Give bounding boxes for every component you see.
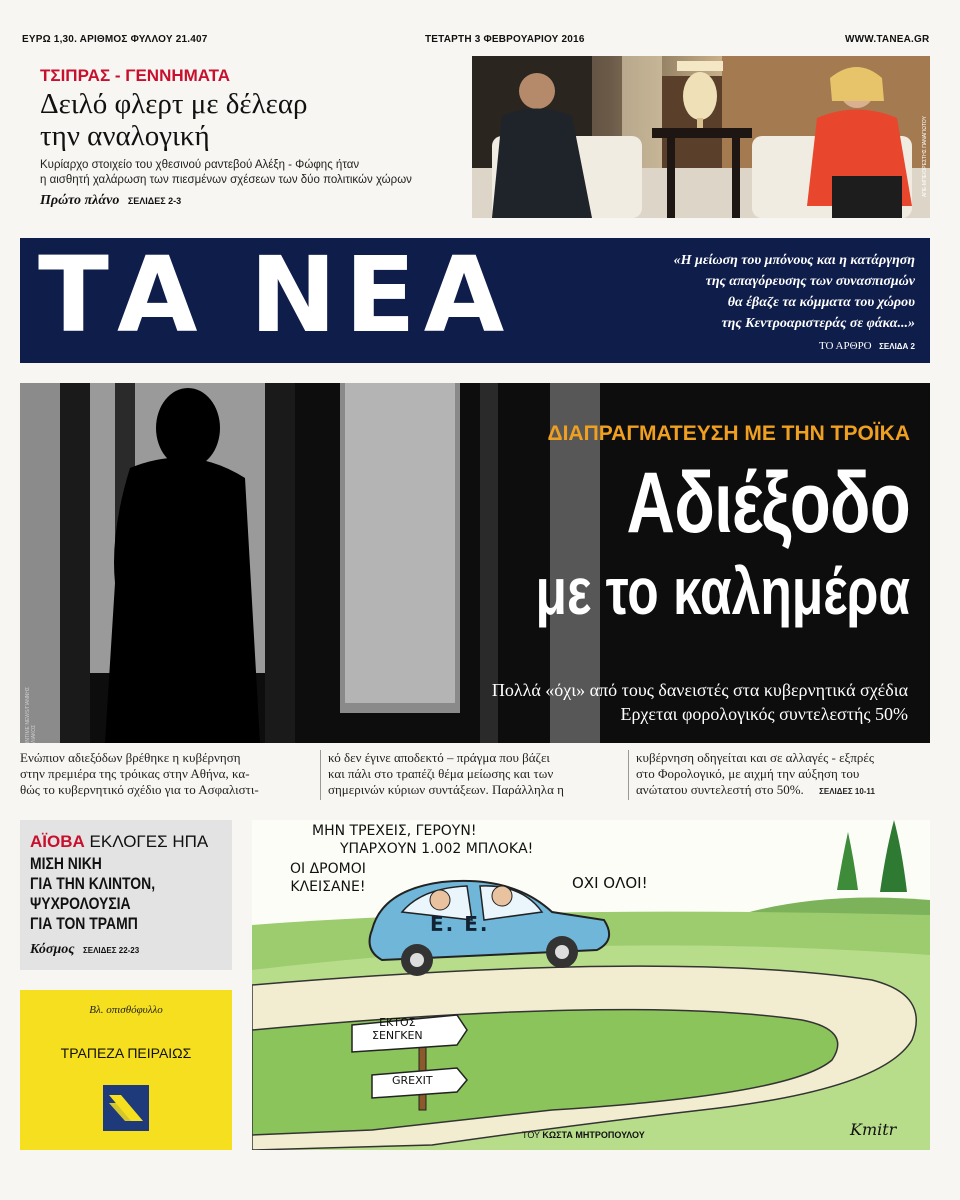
column-divider <box>320 750 321 800</box>
cartoon-credit-name: ΚΩΣΤΑ ΜΗΤΡΟΠΟΥΛΟΥ <box>542 1130 645 1140</box>
hero-kicker: ΔΙΑΠΡΑΓΜΑΤΕΥΣΗ ΜΕ ΤΗΝ ΤΡΟΪΚΑ <box>547 422 910 445</box>
top-story-kicker: ΤΣΙΠΡΑΣ - ΓΕΝΝΗΜΑΤΑ <box>40 66 231 85</box>
quote-line-2: της απαγόρευσης των συνασπισμών <box>705 274 915 289</box>
body-column-1 <box>20 750 320 798</box>
bubble-one <box>312 822 533 858</box>
bubble-two-line1: ΟΙ ΔΡΟΜΟΙ <box>290 861 366 877</box>
iowa-kicker-black: ΕΚΛΟΓΕΣ ΗΠΑ <box>89 832 209 851</box>
top-headline-line1: Δειλό φλερτ με δέλεαρ <box>40 88 308 120</box>
top-photo-credit: ΑΠΕ-ΜΠΕ/ΟΡΕΣΤΗΣ ΠΑΝΑΓΙΩΤΟΥ <box>922 116 928 198</box>
quote-line-1: «Η μείωση του μπόνους και η κατάργηση <box>673 253 915 268</box>
iowa-pages-label: ΣΕΛΙΔΕΣ 22-23 <box>82 946 140 955</box>
cartoon-credit-prefix: ΤΟΥ <box>522 1130 540 1140</box>
newspaper-logo[interactable]: ΤΑ ΝΕΑ <box>38 234 513 356</box>
price-issue: ΕΥΡΩ 1,30. ΑΡΙΘΜΟΣ ΦΥΛΛΟΥ 21.407 <box>22 34 208 45</box>
iowa-ref[interactable] <box>30 940 139 958</box>
body-col3-line2: στο Φορολογικό, με αιχμή την αύξηση του <box>636 766 860 781</box>
bubble-two-line2: ΚΛΕΙΣΑΝΕ! <box>290 879 366 895</box>
top-story-photo[interactable] <box>472 56 930 218</box>
hero-sub-line1: Πολλά «όχι» από τους δανειστές στα κυβερνητικά σχέδια <box>491 680 908 700</box>
iowa-kicker <box>30 832 208 852</box>
iowa-head-line3: ΨΥΧΡΟΛΟΥΣΙΑ <box>30 894 131 913</box>
ad-note: Βλ. οπισθόφυλλο <box>89 1004 163 1016</box>
iowa-head-line1: ΜΙΣΗ ΝΙΚΗ <box>30 854 102 873</box>
bank-logo-icon <box>103 1085 149 1131</box>
quote-line-3: θα έβαζε τα κόμματα του χώρου <box>727 295 915 310</box>
editorial-cartoon[interactable] <box>252 820 930 1150</box>
cartoon-credit <box>522 1130 645 1140</box>
top-headline-line2: την αναλογική <box>40 120 210 152</box>
hero-headline-line1: Αδιέξοδο <box>626 455 910 551</box>
website-link[interactable]: WWW.TANEA.GR <box>845 34 930 45</box>
top-story-deck <box>40 158 412 188</box>
quote-ref-label: ΤΟ ΑΡΘΡΟ <box>818 340 872 352</box>
body-col1-line3: θώς το κυβερνητικό σχέδιο για το Ασφαλιστι- <box>20 782 259 797</box>
body-column-2 <box>328 750 628 798</box>
body-col2-line3: σημερινών κύριων συντάξεων. Παράλληλα η <box>328 782 564 797</box>
top-pages-label: ΣΕΛΙΔΕΣ 2-3 <box>127 196 182 206</box>
meeting-photo-illustration <box>472 56 930 218</box>
top-deck-line2: η αισθητή χαλάρωση των πιεσμένων σχέσεων των δύο πολιτικών χώρων <box>40 174 412 186</box>
body-col1-line1: Ενώπιον αδιεξόδων βρέθηκε η κυβέρνηση <box>20 750 241 765</box>
hero-headline-line2: με το καλημέρα <box>535 554 910 628</box>
hero-photo-credit: INTIME NEWS/ΓΙΑΝΝΗΣ ΛΙΑΚΟΣ <box>25 686 37 743</box>
bubble-one-line2: ΥΠΑΡΧΟΥΝ 1.002 ΜΠΛΟΚΑ! <box>340 841 534 857</box>
bank-name: ΤΡΑΠΕΖΑ ΠΕΙΡΑΙΩΣ <box>60 1045 192 1061</box>
sign-schengen <box>372 1016 423 1042</box>
masthead-quote-ref[interactable] <box>700 336 915 354</box>
quote-line-4: της Κεντροαριστεράς σε φάκα...» <box>721 316 915 331</box>
top-section-label: Πρώτο πλάνο <box>40 193 120 208</box>
quote-page-label: ΣΕΛΙΔΑ 2 <box>879 342 915 351</box>
iowa-head-line2: ΓΙΑ ΤΗΝ ΚΛΙΝΤΟΝ, <box>30 874 156 893</box>
body-col3-line1: κυβέρνηση οδηγείται και σε αλλαγές - εξπρές <box>636 750 874 765</box>
hero-sub-line2: Ερχεται φορολογικός συντελεστής 50% <box>620 704 908 724</box>
top-deck-line1: Κυρίαρχο στοιχείο του χθεσινού ραντεβού Αλέξη - Φώφης ήταν <box>40 159 360 171</box>
iowa-headline <box>30 854 227 934</box>
body-pages-ref[interactable]: ΣΕΛΙΔΕΣ 10-11 <box>819 787 875 796</box>
body-col1-line2: στην πρεμιέρα της τρόικας στην Αθήνα, κα- <box>20 766 250 781</box>
iowa-kicker-red: ΑΪΟΒΑ <box>30 832 85 851</box>
bubble-one-line1: ΜΗΝ ΤΡΕΧΕΙΣ, ΓΕΡΟΥΝ! <box>312 823 477 839</box>
sign-schengen-line2: ΣΕΝΓΚΕΝ <box>372 1029 423 1042</box>
hero-headline[interactable] <box>410 455 910 628</box>
column-divider <box>628 750 629 800</box>
top-story-ref[interactable] <box>40 191 181 209</box>
body-col3-line3: ανώτατου συντελεστή στο 50%. <box>636 782 804 797</box>
issue-date: ΤΕΤΑΡΤΗ 3 ΦΕΒΡΟΥΑΡΙΟΥ 2016 <box>425 34 585 45</box>
body-col2-line2: και πάλι στο τραπέζι θέμα μείωσης και των <box>328 766 554 781</box>
hero-subhead <box>340 678 908 726</box>
car-label: Ε. Ε. <box>430 912 490 936</box>
bubble-three: ΟΧΙ ΟΛΟΙ! <box>572 874 648 892</box>
sign-grexit: GREXIT <box>392 1074 433 1087</box>
sign-schengen-line1: ΕΚΤΟΣ <box>379 1016 416 1029</box>
cartoonist-signature: Κmitr <box>850 1120 897 1139</box>
bubble-two <box>290 860 366 896</box>
top-story-headline[interactable] <box>40 88 308 152</box>
body-col2-line1: κό δεν έγινε αποδεκτό – πράγμα που βάζει <box>328 750 550 765</box>
masthead-quote[interactable] <box>560 250 915 334</box>
iowa-section-label: Κόσμος <box>30 942 75 957</box>
body-column-3 <box>636 750 930 800</box>
iowa-head-line4: ΓΙΑ ΤΟΝ ΤΡΑΜΠ <box>30 914 138 933</box>
